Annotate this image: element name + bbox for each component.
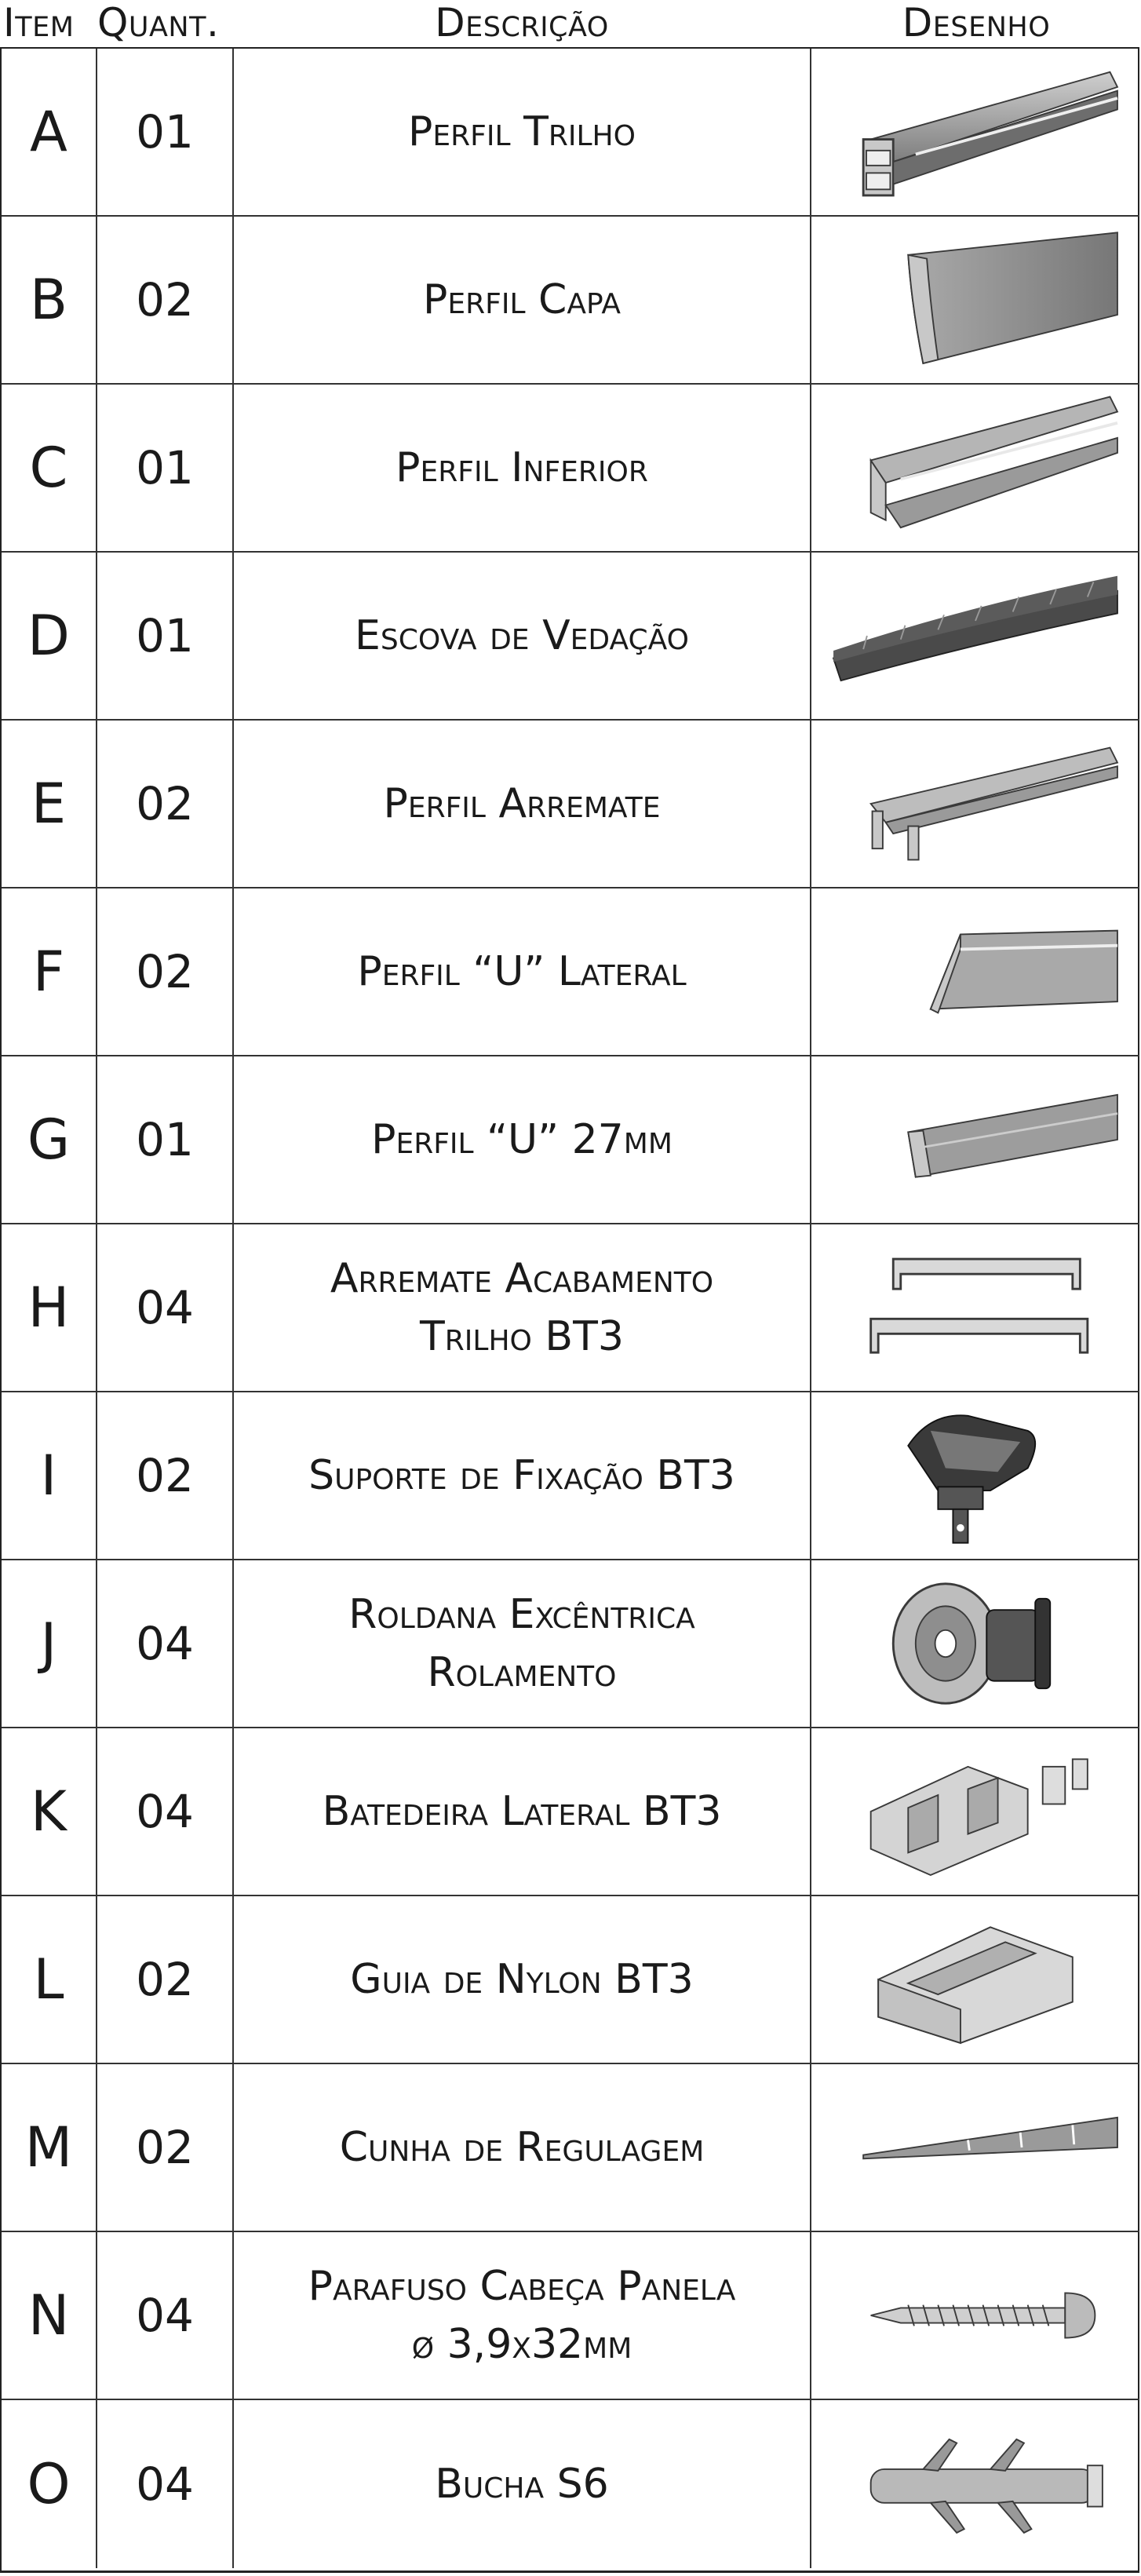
header-item: Item xyxy=(3,0,75,46)
item-description xyxy=(234,217,811,383)
table-row xyxy=(2,49,1139,217)
finishing-profile-icon xyxy=(818,725,1132,882)
item-description-line: Guia de Nylon BT3 xyxy=(350,1956,694,2003)
item-drawing xyxy=(811,1224,1139,1391)
item-drawing xyxy=(811,1728,1139,1895)
item-description xyxy=(234,1056,811,1223)
item-quantity: 04 xyxy=(97,1224,234,1391)
item-letter: B xyxy=(2,217,97,383)
item-quantity: 01 xyxy=(97,385,234,551)
item-description xyxy=(234,1224,811,1391)
parts-table xyxy=(0,47,1139,2573)
item-description xyxy=(234,1560,811,1727)
item-description xyxy=(234,49,811,215)
item-quantity: 02 xyxy=(97,217,234,383)
item-letter: J xyxy=(2,1560,97,1727)
item-description xyxy=(234,2400,811,2568)
item-description xyxy=(234,721,811,887)
table-row xyxy=(2,553,1139,721)
item-quantity: 01 xyxy=(97,553,234,719)
item-description-line: Perfil Trilho xyxy=(408,108,636,155)
item-drawing xyxy=(811,1056,1139,1223)
item-quantity: 04 xyxy=(97,1560,234,1727)
item-description-line: Perfil “U” Lateral xyxy=(357,948,687,995)
item-drawing xyxy=(811,2064,1139,2231)
table-row xyxy=(2,1896,1139,2064)
item-description-line: Cunha de Regulagem xyxy=(339,2124,705,2171)
u-side-profile-icon xyxy=(818,893,1132,1050)
item-quantity: 02 xyxy=(97,888,234,1055)
table-row xyxy=(2,217,1139,385)
item-description xyxy=(234,385,811,551)
side-stopper-icon xyxy=(818,1733,1132,1890)
item-quantity: 02 xyxy=(97,1896,234,2063)
item-drawing xyxy=(811,721,1139,887)
item-drawing xyxy=(811,385,1139,551)
item-description-line: Perfil Capa xyxy=(423,276,621,323)
item-quantity: 02 xyxy=(97,2064,234,2231)
item-description-line: Roldana Excêntrica xyxy=(348,1591,695,1638)
item-letter: M xyxy=(2,2064,97,2231)
fixing-bracket-icon xyxy=(818,1397,1132,1554)
item-quantity: 01 xyxy=(97,1056,234,1223)
item-description-line: Perfil Inferior xyxy=(396,444,648,491)
item-letter: N xyxy=(2,2232,97,2399)
lower-profile-icon xyxy=(818,389,1132,546)
item-description-line: Batedeira Lateral BT3 xyxy=(322,1788,722,1835)
item-description-line: Arremate Acabamento xyxy=(330,1255,714,1302)
item-quantity: 04 xyxy=(97,1728,234,1895)
table-row xyxy=(2,2064,1139,2232)
table-row xyxy=(2,721,1139,888)
item-description-line: Bucha S6 xyxy=(435,2461,609,2508)
item-letter: G xyxy=(2,1056,97,1223)
adjustment-wedge-icon xyxy=(818,2069,1132,2226)
item-letter: L xyxy=(2,1896,97,2063)
item-description xyxy=(234,1896,811,2063)
item-letter: C xyxy=(2,385,97,551)
header-quant: Quant. xyxy=(97,0,220,46)
item-quantity: 04 xyxy=(97,2232,234,2399)
item-drawing xyxy=(811,1560,1139,1727)
item-letter: D xyxy=(2,553,97,719)
item-letter: I xyxy=(2,1392,97,1559)
item-description xyxy=(234,1728,811,1895)
item-letter: K xyxy=(2,1728,97,1895)
item-quantity: 01 xyxy=(97,49,234,215)
table-row xyxy=(2,2400,1139,2568)
item-drawing xyxy=(811,2400,1139,2568)
rail-profile-icon xyxy=(818,53,1132,210)
table-row xyxy=(2,1392,1139,1560)
table-row xyxy=(2,385,1139,553)
table-row xyxy=(2,1560,1139,1728)
table-header xyxy=(0,0,1141,46)
table-row xyxy=(2,1728,1139,1896)
table-row xyxy=(2,1056,1139,1224)
header-description: Descrição xyxy=(435,0,609,46)
item-description-line: Suporte de Fixação BT3 xyxy=(308,1452,735,1499)
item-drawing xyxy=(811,49,1139,215)
pan-head-screw-icon xyxy=(818,2237,1132,2394)
item-quantity: 02 xyxy=(97,1392,234,1559)
item-description-line: Rolamento xyxy=(427,1649,617,1696)
item-letter: O xyxy=(2,2400,97,2568)
item-description-line: Perfil Arremate xyxy=(383,780,661,827)
table-row xyxy=(2,1224,1139,1392)
item-description-line: ø 3,9x32mm xyxy=(411,2321,632,2368)
item-letter: F xyxy=(2,888,97,1055)
item-description xyxy=(234,553,811,719)
item-description xyxy=(234,2064,811,2231)
u-27mm-profile-icon xyxy=(818,1061,1132,1218)
sealing-brush-icon xyxy=(818,557,1132,714)
item-drawing xyxy=(811,217,1139,383)
item-description-line: Escova de Vedação xyxy=(355,612,689,659)
item-description-line: Parafuso Cabeça Panela xyxy=(308,2263,736,2310)
cover-profile-icon xyxy=(818,221,1132,378)
item-description xyxy=(234,888,811,1055)
header-drawing: Desenho xyxy=(902,0,1051,46)
item-drawing xyxy=(811,2232,1139,2399)
item-letter: A xyxy=(2,49,97,215)
eccentric-pulley-icon xyxy=(818,1565,1132,1722)
item-description-line: Perfil “U” 27mm xyxy=(371,1116,673,1163)
table-row xyxy=(2,2232,1139,2400)
item-description xyxy=(234,2232,811,2399)
item-letter: E xyxy=(2,721,97,887)
nylon-guide-icon xyxy=(818,1901,1132,2058)
table-row xyxy=(2,888,1139,1056)
item-drawing xyxy=(811,1392,1139,1559)
item-description-line: Trilho BT3 xyxy=(420,1313,624,1360)
item-drawing xyxy=(811,553,1139,719)
wall-plug-icon xyxy=(818,2406,1132,2563)
item-description xyxy=(234,1392,811,1559)
item-quantity: 02 xyxy=(97,721,234,887)
item-drawing xyxy=(811,888,1139,1055)
item-drawing xyxy=(811,1896,1139,2063)
item-quantity: 04 xyxy=(97,2400,234,2568)
item-letter: H xyxy=(2,1224,97,1391)
rail-end-cap-icon xyxy=(818,1229,1132,1386)
